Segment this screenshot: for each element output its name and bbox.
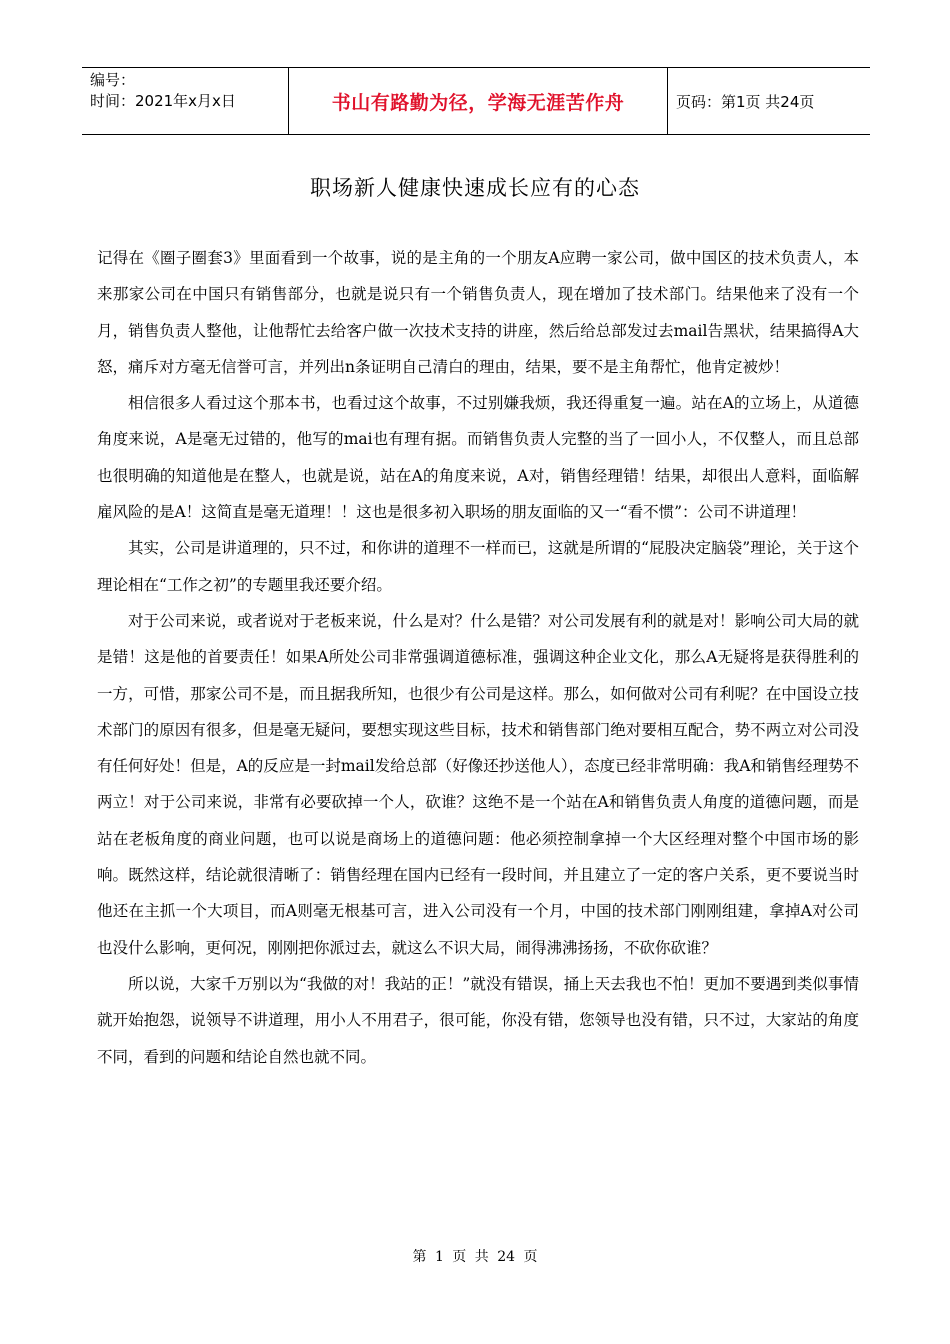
header-motto: 书山有路勤为径，学海无涯苦作舟 bbox=[289, 68, 668, 135]
body-paragraph: 所以说，大家千万别以为“我做的对！我站的正！”就没有错误，捅上天去我也不怕！更加不要遇到类似事情就开始抱怨，说领导不讲道理，用小人不用君子，很可能，你没有错，您领导也没有错，只不过，大家站的角度不同，看到的问题和结论自然也就不同。 bbox=[97, 974, 859, 1066]
body-paragraph: 其实，公司是讲道理的，只不过，和你讲的道理不一样而已，这就是所谓的“屁股决定脑袋”理论，关于这个理论相在“工作之初”的专题里我还要介绍。 bbox=[97, 539, 859, 594]
body-paragraph: 记得在《圈子圈套3》里面看到一个故事，说的是主角的一个朋友A应聘一家公司，做中国区的技术负责人，本来那家公司在中国只有销售部分，也就是说只有一个销售负责人，现在增加了技术部门。结果他来了没有一个月，销售负责人整他，让他帮忙去给客户做一次技术支持的讲座，然后给总部发过去mail告黑状，结果搞得A大怒，痛斥对方毫无信誉可言，并列出n条证明自己清白的理由，结果，要不是主角帮忙，他肯定被炒！ bbox=[97, 249, 859, 376]
body-paragraph: 对于公司来说，或者说对于老板来说，什么是对？什么是错？对公司发展有利的就是对！影响公司大局的就是错！这是他的首要责任！如果A所处公司非常强调道德标准，强调这种企业文化，那么A无疑将是获得胜利的一方，可惜，那家公司不是，而且据我所知，也很少有公司是这样。那么，如何做对公司有利呢？在中国设立技术部门的原因有很多，但是毫无疑问，要想实现这些目标，技术和销售部门绝对要相互配合，势不两立对公司没有任何好处！但是，A的反应是一封mail发给总部（好像还抄送他人），态度已经非常明确：我A和销售经理势不两立！对于公司来说，非常有必要砍掉一个人，砍谁？这绝不是一个站在A和销售负责人角度的道德问题，而是站在老板角度的商业问题，也可以说是商场上的道德问题：他必须控制拿掉一个大区经理对整个中国市场的影响。既然这样，结论就很清晰了：销售经理在国内已经有一段时间，并且建立了一定的客户关系，更不要说当时他还在主抓一个大项目，而A则毫无根基可言，进入公司没有一个月，中国的技术部门刚刚组建，拿掉A对公司也没什么影响，更何况，刚刚把你派过去，就这么不识大局，闹得沸沸扬扬，不砍你砍谁？ bbox=[97, 611, 859, 957]
document-header-table bbox=[82, 67, 870, 135]
document-body bbox=[97, 240, 859, 1075]
header-page-info: 页码：第1页 共24页 bbox=[668, 68, 871, 135]
page-footer-number: 第 1 页 共 24 页 bbox=[412, 1249, 538, 1265]
serial-number-label: 编号： bbox=[90, 71, 136, 89]
body-paragraph: 相信很多人看过这个那本书，也看过这个故事，不过别嫌我烦，我还得重复一遍。站在A的立场上，从道德角度来说，A是毫无过错的，他写的mai也有理有据。而销售负责人完整的当了一回小人，不仅整人，而且总部也很明确的知道他是在整人，也就是说，站在A的角度来说，A对，销售经理错！结果，却很出人意料，面临解雇风险的是A！这简直是毫无道理！！这也是很多初入职场的朋友面临的又一“看不惯”：公司不讲道理！ bbox=[97, 394, 859, 522]
document-title: 职场新人健康快速成长应有的心态 bbox=[310, 176, 640, 200]
header-serial-date-cell bbox=[82, 68, 289, 135]
date-label: 时间：2021年x月x日 bbox=[90, 92, 236, 110]
